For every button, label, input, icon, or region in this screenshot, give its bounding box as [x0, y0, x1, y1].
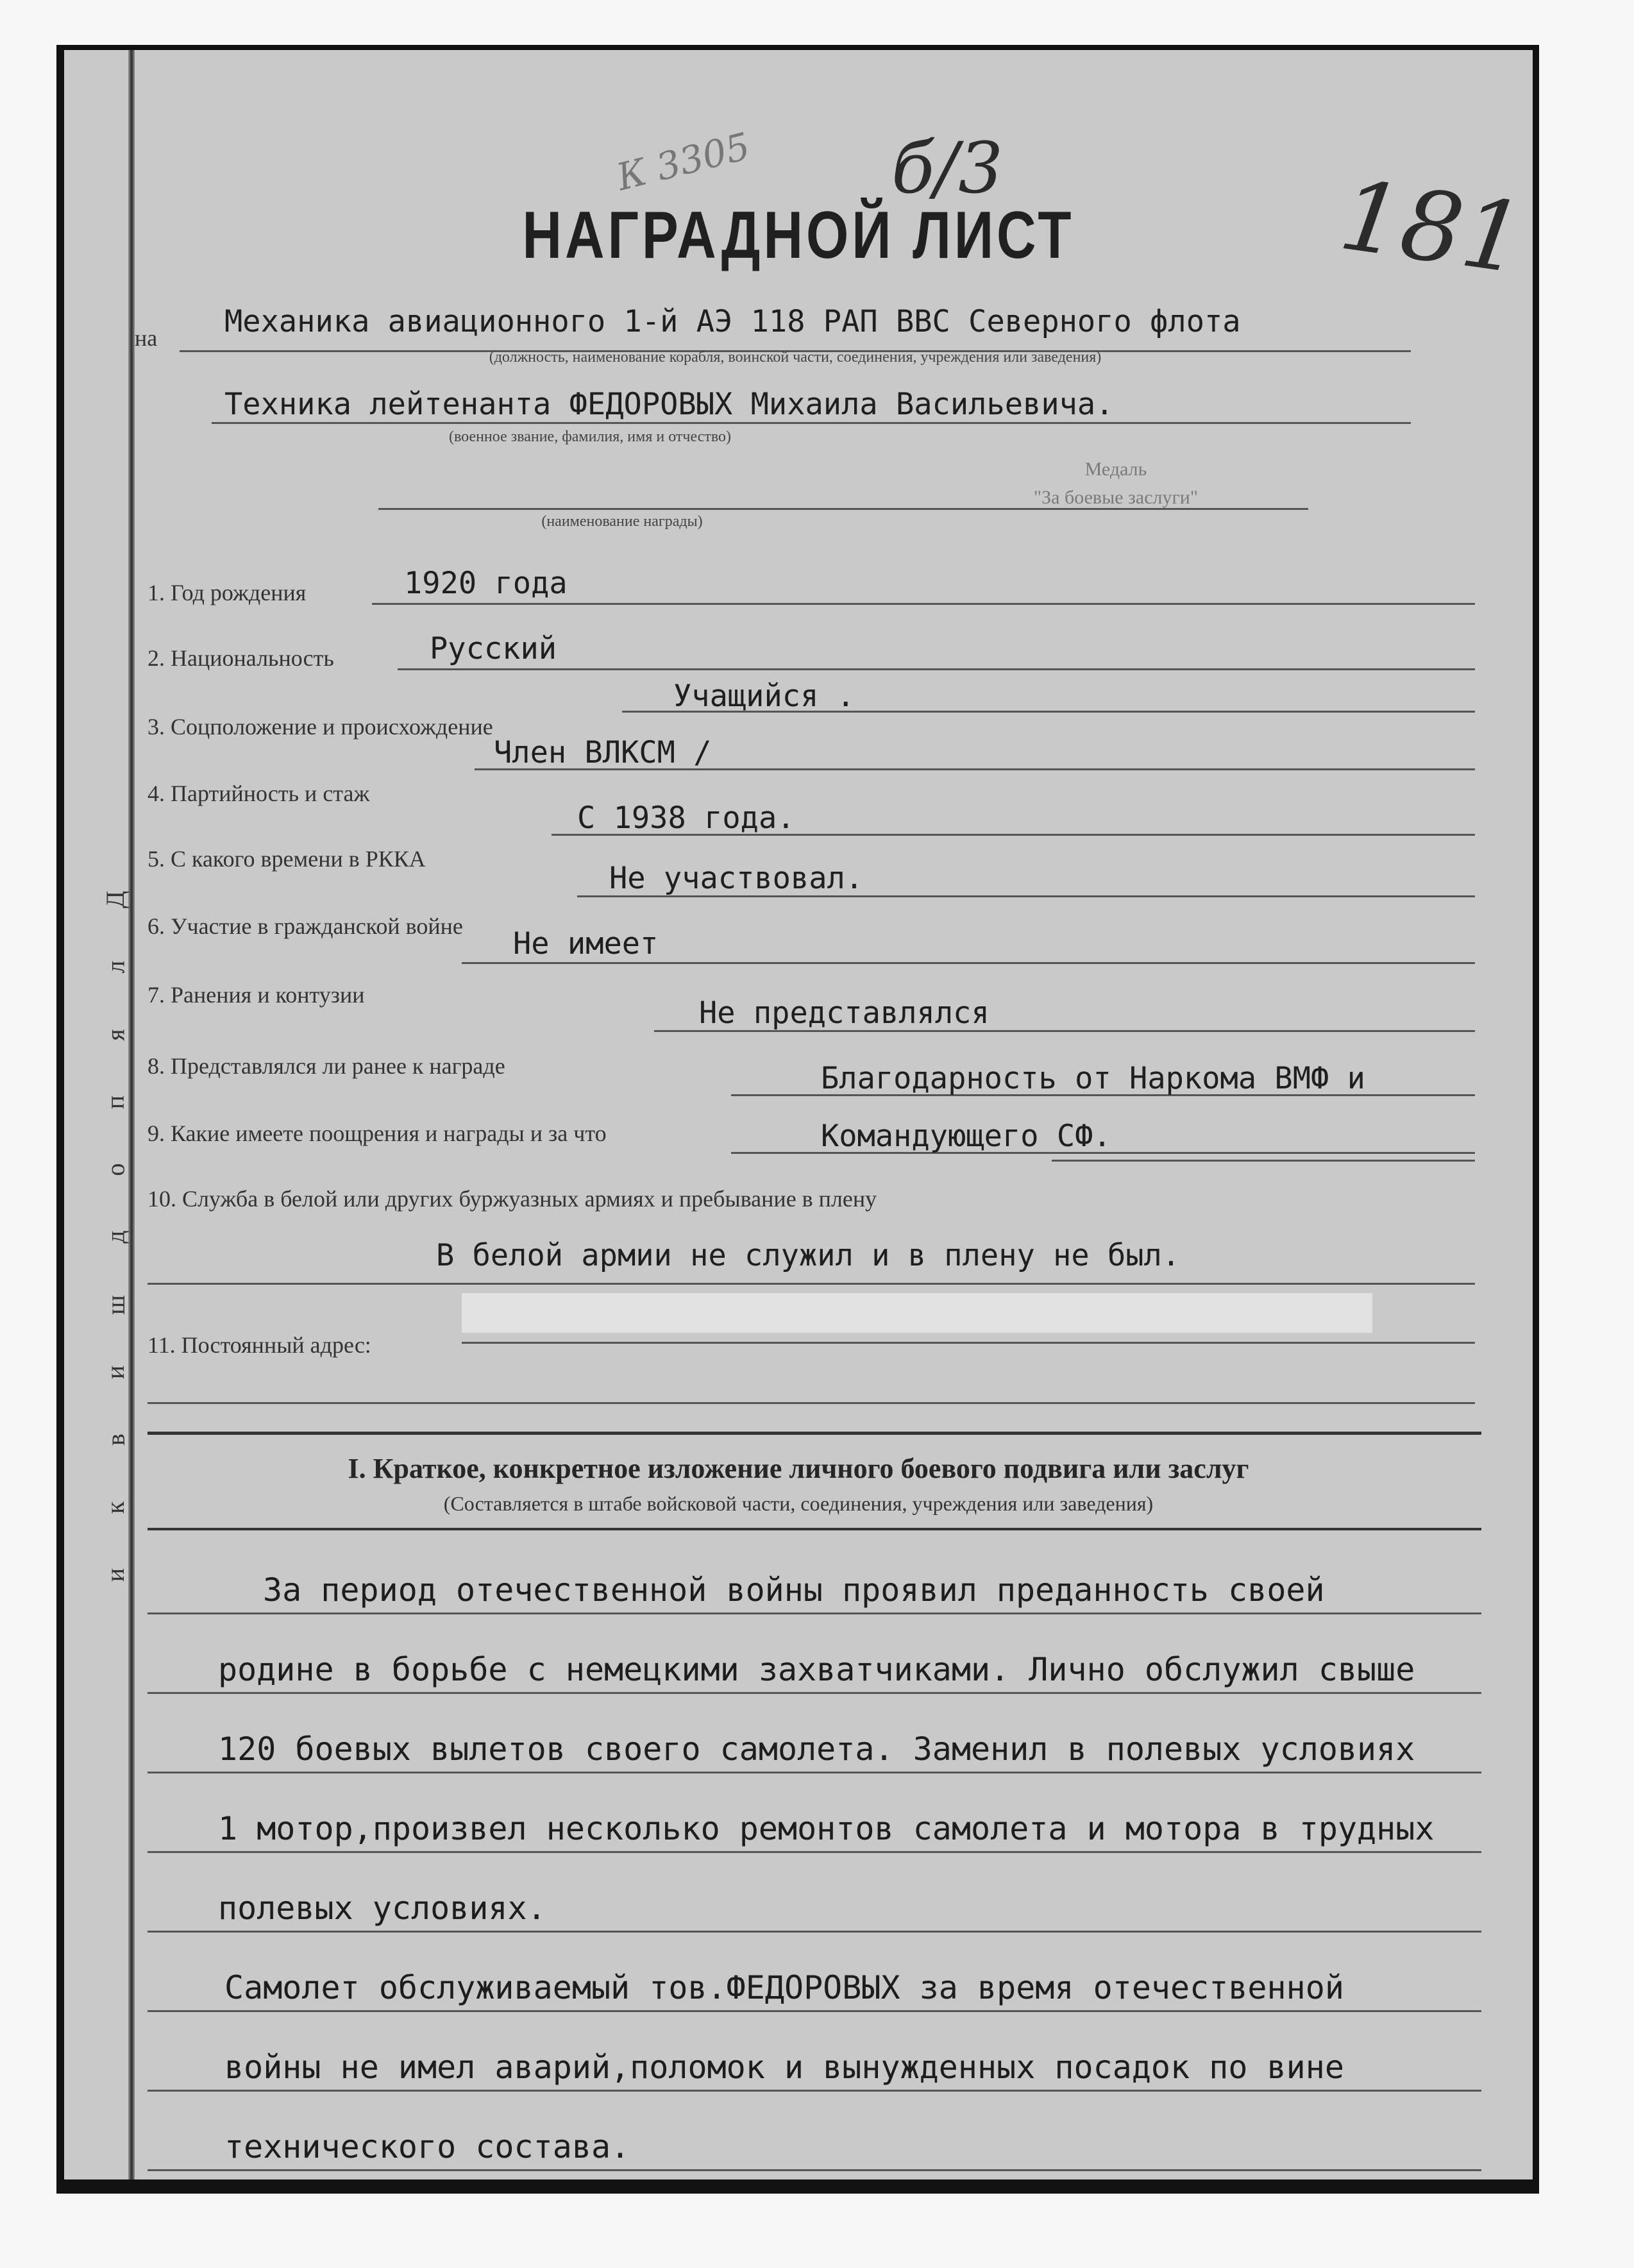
field-label-party: 4. Партийность и стаж [147, 781, 370, 806]
field-label-previous-awards: 8. Представлялся ли ранее к награде [147, 1053, 505, 1079]
rank-name-underline [212, 422, 1411, 424]
body-rule [147, 1692, 1481, 1694]
field-label-wounds: 7. Ранения и контузии [147, 982, 365, 1008]
section-header-rule [147, 1528, 1481, 1530]
field-value-previous-awards: Не представлялся [699, 995, 990, 1031]
side-letter: я [101, 1027, 130, 1041]
rank-name-caption: (военное звание, фамилия, имя и отчество) [448, 428, 732, 445]
field-value-birth-year: 1920 года [404, 566, 568, 601]
body-rule [147, 2010, 1481, 2012]
award-stamp [962, 455, 1270, 512]
section-subtitle: (Составляется в штабе войсковой части, соединения, учреждения или заведения) [443, 1492, 1154, 1515]
field-value-civil-war: Не участвовал. [609, 861, 864, 896]
field-label-white-army: 10. Служба в белой или других буржуазных армиях и пребывание в плену [147, 1186, 877, 1212]
field-label-rkka-since: 5. С какого времени в РККА [147, 846, 426, 872]
field-underline [398, 668, 1475, 670]
award-stamp-line2: "За боевые заслуги" [1033, 487, 1199, 508]
merit-text-line: 120 боевых вылетов своего самолета. Заменил в полевых условиях [218, 1731, 1415, 1768]
field-underline [147, 1402, 1475, 1404]
award-underline [378, 508, 1308, 510]
field-label-social-status: 3. Соцположение и происхождение [147, 714, 493, 740]
field-value-white-army: В белой армии не служил и в плену не был. [436, 1238, 1181, 1273]
field-underline [147, 1283, 1475, 1285]
side-letter: в [101, 1432, 130, 1446]
field-underline [462, 962, 1475, 964]
side-letter: и [101, 1364, 130, 1380]
field-value-commendations-2: Командующего СФ. [821, 1119, 1111, 1154]
award-stamp-line1: Медаль [1084, 459, 1147, 480]
field-value-nationality: Русский [430, 631, 557, 666]
section-top-rule [147, 1432, 1481, 1435]
merit-text-line: За период отечественной войны проявил преданность своей [263, 1571, 1325, 1609]
award-sheet-page [64, 50, 1533, 2179]
handwritten-fraction: б/3 [891, 127, 1004, 209]
side-letter: о [101, 1162, 130, 1176]
field-value-commendations: Благодарность от Наркома ВМФ и [821, 1061, 1365, 1096]
field-value-party: Член ВЛКСМ / [494, 735, 712, 770]
field-value-wounds: Не имеет [513, 926, 659, 961]
body-rule [147, 2090, 1481, 2092]
section-title: I. Краткое, конкретное изложение личного боевого подвига или заслуг [348, 1453, 1249, 1484]
field-value-rkka-since: С 1938 года. [577, 800, 795, 836]
merit-text-line: родине в борьбе с немецкими захватчиками. Лично обслужил свыше [218, 1651, 1415, 1688]
side-letter: и [101, 1566, 130, 1582]
body-rule [147, 1931, 1481, 1933]
body-rule [147, 2169, 1481, 2171]
field-value-social-status: Учащийся . [673, 679, 855, 714]
position-value: Механика авиационного 1-й АЭ 118 РАП ВВС Северного флота [224, 304, 1241, 339]
side-letter: ш [101, 1293, 130, 1315]
prefix-na: на [135, 325, 158, 351]
field-underline [372, 603, 1475, 605]
field-label-address: 11. Постоянный адрес: [147, 1332, 371, 1358]
field-label-birth-year: 1. Год рождения [147, 580, 307, 605]
rank-name-value: Техника лейтенанта ФЕДОРОВЫХ Михаила Васильевича. [224, 387, 1114, 422]
merit-text-line: технического состава. [224, 2128, 630, 2165]
merit-text-line: 1 мотор,произвел несколько ремонтов самолета и мотора в трудных [218, 1810, 1435, 1847]
position-caption: (должность, наименование корабля, воинской части, соединения, учреждения или заведения) [489, 349, 1102, 366]
merit-text-line: войны не имел аварий,поломок и вынужденных посадок по вине [224, 2049, 1344, 2086]
body-rule [147, 1772, 1481, 1773]
handwritten-page-number: 181 [1333, 159, 1531, 296]
side-letter: Д [101, 889, 130, 909]
merit-text-line: полевых условиях. [218, 1890, 546, 1927]
side-letter: к [101, 1500, 130, 1514]
document-title: НАГРАДНОЙ ЛИСТ [522, 198, 1075, 273]
redacted-address [462, 1293, 1372, 1333]
field-underline [462, 1342, 1475, 1344]
field-label-civil-war: 6. Участие в гражданской войне [147, 913, 463, 939]
field-underline [1052, 1160, 1475, 1162]
body-rule [147, 1612, 1481, 1614]
body-rule [147, 1851, 1481, 1853]
side-letter: д [101, 1229, 130, 1244]
handwritten-archive-code: К 3305 [612, 124, 755, 199]
side-letter: л [101, 959, 130, 974]
field-label-nationality: 2. Национальность [147, 645, 334, 671]
merit-text-line: Самолет обслуживаемый тов.ФЕДОРОВЫХ за время отечественной [224, 1969, 1344, 2006]
side-letter: п [101, 1094, 130, 1110]
award-caption: (наименование награды) [541, 513, 703, 530]
field-label-commendations: 9. Какие имеете поощрения и награды и за что [147, 1121, 607, 1146]
